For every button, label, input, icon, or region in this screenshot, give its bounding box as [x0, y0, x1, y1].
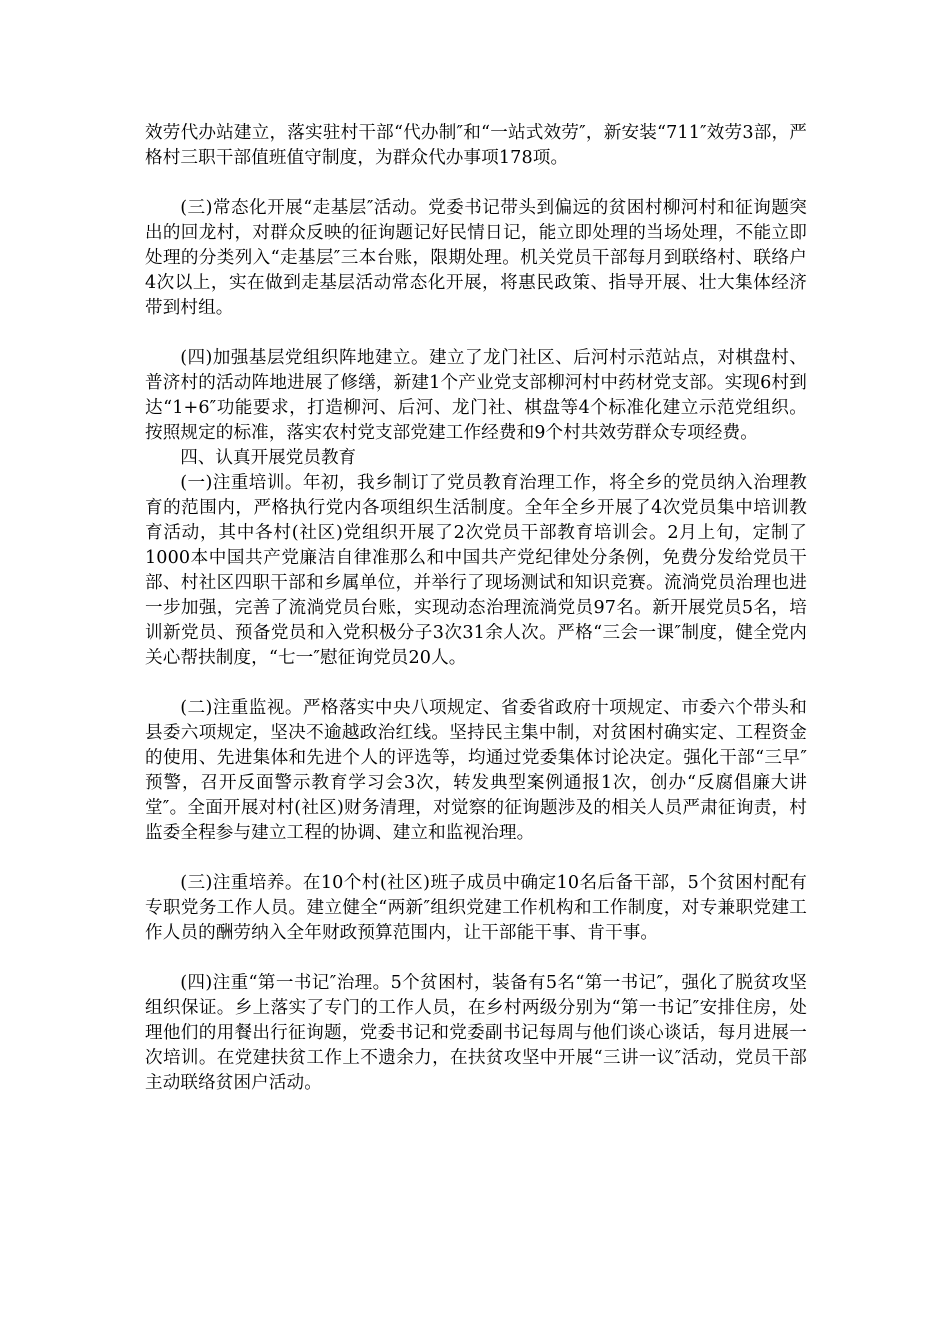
document-page [145, 121, 807, 1096]
paragraph-cultivation: (三)注重培养。在10个村(社区)班子成员中确定10名后备干部，5个贫困村配有专职党务工作人员。建立健全“两新″组织党建工作机构和工作制度，对专兼职党建工作人员的酬劳纳入全年财政预算范围内，让干部能干事、肯干事。 [145, 873, 807, 943]
paragraph-training: (一)注重培训。年初，我乡制订了党员教育治理工作，将全乡的党员纳入治理教育的范围内，严格执行党内各项组织生活制度。全年全乡开展了4次党员集中培训教育活动，其中各村(社区)党组织开展了2次党员干部教育培训会。2月上旬，定制了1000本中国共产党廉洁自律准那么和中国共产党纪律处分条例，免费分发给党员干部、村社区四职干部和乡属单位，并举行了现场测试和知识竞赛。流淌党员治理也进一步加强，完善了流淌党员台账，实现动态治理流淌党员97名。新开展党员5名，培训新党员、预备党员和入党积极分子3次31余人次。严格“三会一课″制度，健全党内关心帮扶制度，“七一″慰征询党员20人。 [145, 473, 807, 668]
paragraph-position-building: (四)加强基层党组织阵地建立。建立了龙门社区、后河村示范站点，对棋盘村、普济村的活动阵地进展了修缮，新建1个产业党支部柳河村中药材党支部。实现6村到达“1+6″功能要求，打造柳河、后河、龙门社、棋盘等4个标准化建立示范党组织。按照规定的标准，落实农村党支部党建工作经费和9个村共效劳群众专项经费。 [145, 348, 807, 443]
section-heading-party-education: 四、认真开展党员教育 [180, 448, 357, 468]
paragraph-service-station: 效劳代办站建立，落实驻村干部“代办制″和“一站式效劳″，新安装“711″效劳3部，严格村三职干部值班值守制度，为群众代办事项178项。 [145, 123, 807, 168]
paragraph-first-secretary: (四)注重“第一书记″治理。5个贫困村，装备有5名“第一书记″，强化了脱贫攻坚组织保证。乡上落实了专门的工作人员，在乡村两级分别为“第一书记″安排住房，处理他们的用餐出行征询题，党委书记和党委副书记每周与他们谈心谈话，每月进展一次培训。在党建扶贫工作上不遗余力，在扶贫攻坚中开展“三讲一议″活动，党员干部主动联络贫困户活动。 [145, 973, 807, 1093]
paragraph-supervision: (二)注重监视。严格落实中央八项规定、省委省政府十项规定、市委六个带头和县委六项规定，坚决不逾越政治红线。坚持民主集中制，对贫困村确实定、工程资金的使用、先进集体和先进个人的评选等，均通过党委集体讨论决定。强化干部“三早″预警，召开反面警示教育学习会3次，转发典型案例通报1次，创办“反腐倡廉大讲堂″。全面开展对村(社区)财务清理，对觉察的征询题涉及的相关人员严肃征询责，村监委全程参与建立工程的协调、建立和监视治理。 [145, 698, 807, 843]
paragraph-grassroots-activity: (三)常态化开展“走基层″活动。党委书记带头到偏远的贫困村柳河村和征询题突出的回龙村，对群众反映的征询题记好民情日记，能立即处理的当场处理，不能立即处理的分类列入“走基层″三本台账，限期处理。机关党员干部每月到联络村、联络户4次以上，实在做到走基层活动常态化开展，将惠民政策、指导开展、壮大集体经济带到村组。 [145, 198, 807, 318]
